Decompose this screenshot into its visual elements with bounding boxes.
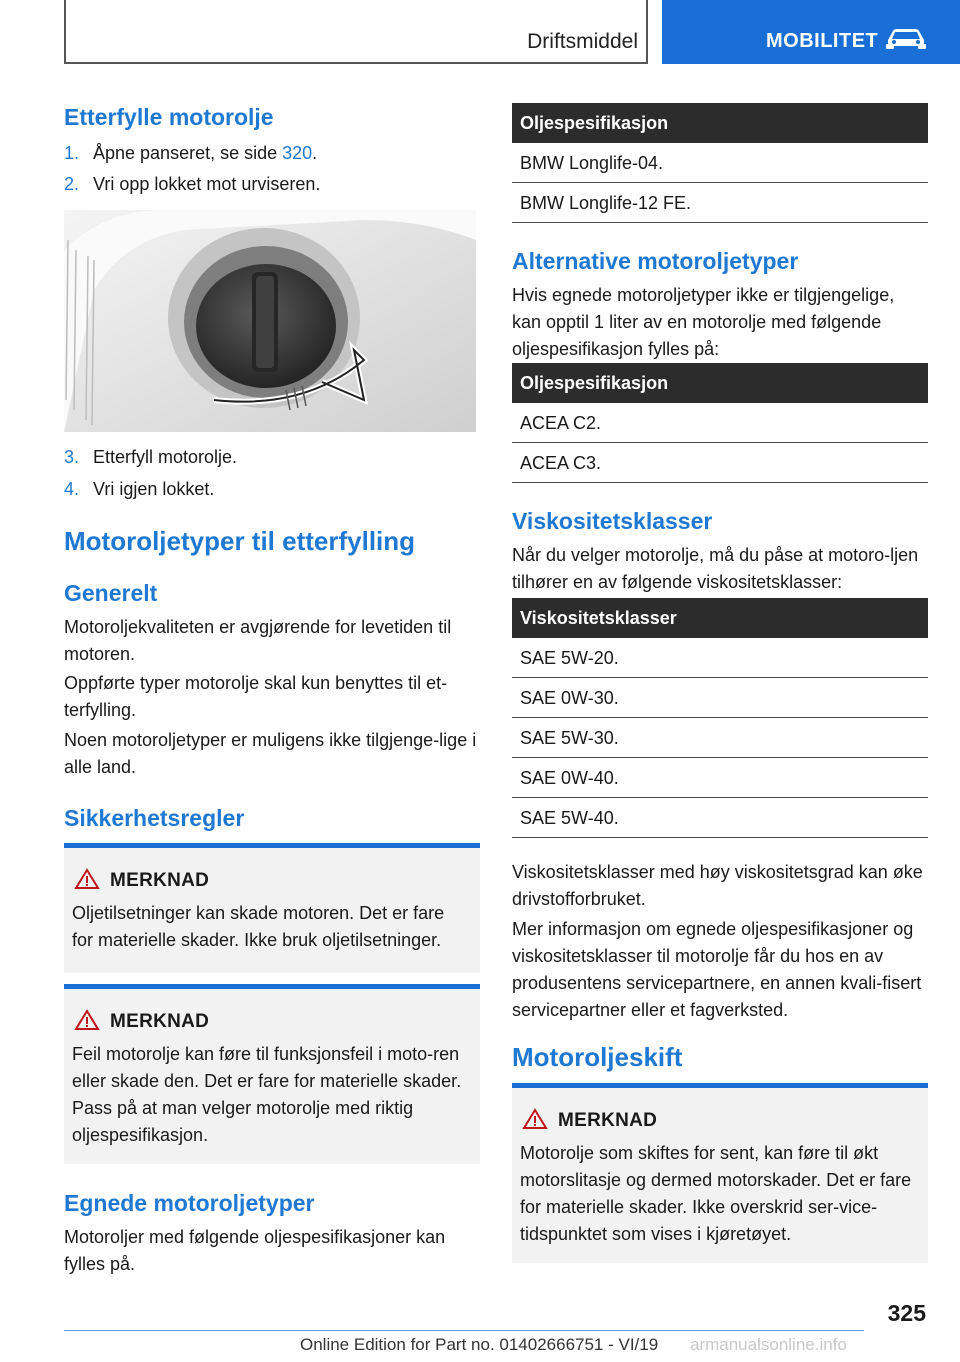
table-row: SAE 0W-30. (512, 678, 928, 718)
chapter-tab[interactable] (662, 0, 960, 64)
notice-title: MERKNAD (558, 1110, 658, 1131)
footer-edition: Online Edition for Part no. 01402666751 - VI/19 (300, 1335, 659, 1354)
alt-spec-table (512, 363, 928, 483)
viscosity-table (512, 598, 928, 838)
oil-cap-illustration (64, 210, 476, 432)
table-row: SAE 5W-20. (512, 638, 928, 678)
step-item (64, 138, 317, 168)
heading-general: Generelt (64, 580, 158, 606)
table-row: SAE 0W-40. (512, 758, 928, 798)
watermark: armanualsonline.info (690, 1335, 847, 1354)
step-number: 4. (64, 479, 80, 499)
notice-text: Oljetilsetninger kan skade motoren. Det er fare for materielle skader. Ikke bruk oljetilsetninger. (72, 903, 445, 950)
step-text: Åpne panseret, se side (93, 143, 283, 163)
warning-icon (74, 868, 100, 890)
heading-refill: Etterfylle motorolje (64, 104, 274, 130)
notice-text: Feil motorolje kan føre til funksjonsfeil i moto-ren eller skade den. Det er fare for materielle skader. Pass på at man velger motorolje med riktig oljespesifikasjon. (72, 1044, 462, 1145)
footer-rule (64, 1330, 864, 1331)
heading-oil-change: Motoroljeskift (512, 1042, 683, 1072)
viscosity-paragraph: Når du velger motorolje, må du påse at motoro-ljen tilhører en av følgende viskositetsklasser: (512, 545, 919, 592)
viscosity-note: Viskositetsklasser med høy viskositetsgrad kan øke drivstofforbruket. (512, 862, 923, 909)
step-text: Vri opp lokket mot urviseren. (93, 174, 321, 194)
heading-suitable: Egnede motoroljetyper (64, 1190, 315, 1216)
step-text-end: . (312, 143, 318, 163)
notice-text: Motorolje som skiftes for sent, kan føre til økt motorslitasje og dermed motorskader. Det er fare for materielle skader. Ikke overskrid ser-vice-tidspunktet som vises i kjøretøyet. (520, 1143, 912, 1244)
oil-spec-table (512, 103, 928, 223)
page-link[interactable]: 320 (282, 143, 313, 163)
info-paragraph: Mer informasjon om egnede oljespesifikasjoner og viskositetsklasser til motorolje får du hos en av produsentens servicepartnere, en annen kvali-fisert servicepartner eller et fagverksted. (512, 919, 922, 1020)
alternative-paragraph: Hvis egnede motoroljetyper ikke er tilgjengelige, kan opptil 1 liter av en motorolje med følgende oljespesifikasjon fylles på: (512, 285, 895, 359)
table-header: Oljespesifikasjon (512, 103, 928, 143)
step-number: 3. (64, 447, 80, 467)
table-row: BMW Longlife-04. (512, 143, 928, 183)
heading-viscosity: Viskositetsklasser (512, 508, 713, 534)
table-row: ACEA C2. (512, 403, 928, 443)
step-item (64, 442, 237, 472)
notice-title: MERKNAD (110, 1011, 210, 1032)
chapter-tab-label: MOBILITET (766, 30, 879, 52)
oil-cap-photo (64, 210, 476, 432)
notice-box (512, 1083, 928, 1263)
table-header: Viskositetsklasser (512, 598, 928, 638)
suitable-paragraph: Motoroljer med følgende oljespesifikasjoner kan fylles på. (64, 1227, 446, 1274)
warning-icon (74, 1009, 100, 1031)
car-icon (884, 26, 928, 50)
table-row: SAE 5W-30. (512, 718, 928, 758)
page-number: 325 (887, 1300, 926, 1326)
table-row: BMW Longlife-12 FE. (512, 183, 928, 223)
notice-box (64, 984, 480, 1164)
heading-alternative: Alternative motoroljetyper (512, 248, 799, 274)
heading-oil-types: Motoroljetyper til etterfylling (64, 526, 416, 556)
step-item (64, 474, 214, 504)
table-row: ACEA C3. (512, 443, 928, 483)
notice-title: MERKNAD (110, 870, 210, 891)
step-number: 2. (64, 174, 80, 194)
heading-safety: Sikkerhetsregler (64, 805, 245, 831)
general-paragraph: Noen motoroljetyper er muligens ikke tilgjenge-lige i alle land. (64, 730, 477, 777)
table-row: SAE 5W-40. (512, 798, 928, 838)
warning-icon (522, 1108, 548, 1130)
step-number: 1. (64, 143, 80, 163)
step-text: Vri igjen lokket. (93, 479, 215, 499)
section-title: Driftsmiddel (527, 30, 638, 53)
notice-box (64, 843, 480, 973)
general-paragraph: Motoroljekvaliteten er avgjørende for levetiden til motoren. (64, 617, 452, 664)
table-header: Oljespesifikasjon (512, 363, 928, 403)
step-text: Etterfyll motorolje. (93, 447, 238, 467)
step-item (64, 169, 320, 199)
general-paragraph: Oppførte typer motorolje skal kun benyttes til et-terfylling. (64, 673, 448, 720)
